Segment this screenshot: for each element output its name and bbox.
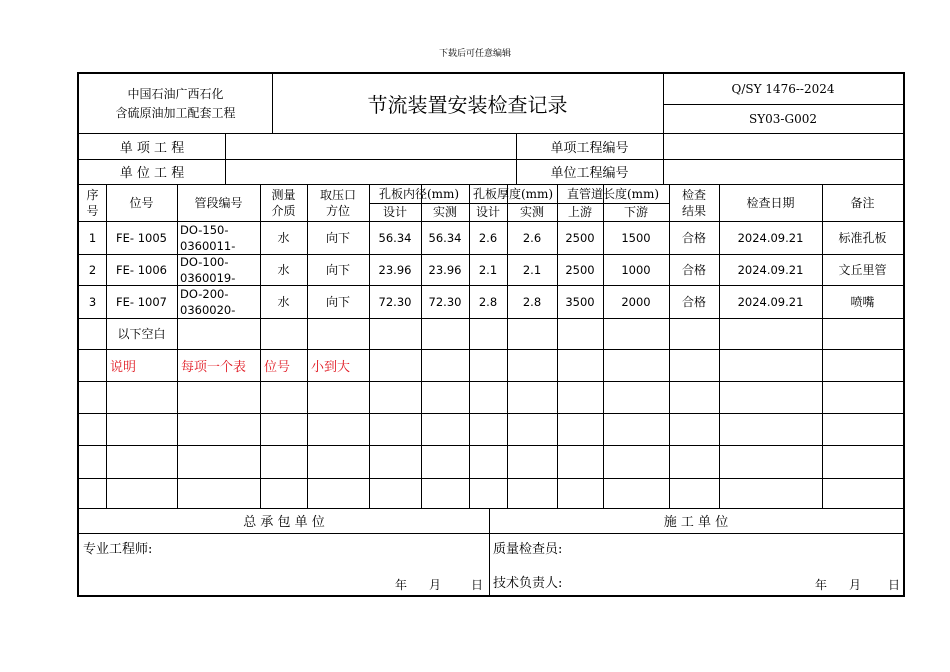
cell-tap: 向下 bbox=[325, 263, 350, 277]
col-position: 位号 bbox=[129, 195, 154, 210]
cell-seq: 1 bbox=[88, 230, 97, 245]
table-row-line bbox=[79, 318, 903, 319]
standard-code: Q/SY 1476--2024 bbox=[731, 82, 835, 96]
left-date-year: 年 bbox=[394, 577, 407, 592]
subheader-line bbox=[369, 203, 669, 204]
top-note: 下载后可任意编辑 bbox=[438, 49, 511, 59]
col-remark: 备注 bbox=[850, 195, 875, 210]
cell-down: 1500 bbox=[621, 230, 651, 245]
col-seq: 序 号 bbox=[86, 187, 99, 218]
cell-remark: 喷嘴 bbox=[850, 295, 875, 309]
form-title: 节流装置安装检查记录 bbox=[367, 93, 568, 117]
form-code: SY03-G002 bbox=[749, 111, 817, 126]
col-result: 检查 结果 bbox=[681, 187, 706, 218]
organization-line-2: 含硫原油加工配套工程 bbox=[115, 106, 236, 120]
col-upstream: 上游 bbox=[567, 205, 592, 219]
cell-thick-actual: 2.8 bbox=[522, 294, 542, 309]
engineer-signature-label: 专业工程师: bbox=[83, 542, 153, 557]
table-row-line bbox=[79, 381, 903, 382]
table-row-line bbox=[79, 445, 903, 446]
col-thickness-group: 孔板厚度(mm) bbox=[472, 186, 554, 201]
cell-bore-design: 56.34 bbox=[378, 230, 412, 245]
item-project-label: 单 项 工 程 bbox=[119, 140, 185, 156]
cell-position: FE- 1007 bbox=[116, 294, 167, 309]
cell-bore-design: 72.30 bbox=[378, 294, 412, 309]
col-pipe-no: 管段编号 bbox=[194, 195, 243, 210]
cell-pipe-no: DO-150- 0360011- bbox=[180, 222, 236, 253]
info-col-line bbox=[225, 133, 226, 184]
right-date-year: 年 bbox=[814, 577, 827, 592]
organization-block bbox=[79, 78, 272, 130]
col-date: 检查日期 bbox=[746, 195, 795, 210]
info-col-line bbox=[663, 133, 664, 184]
cell-position: FE- 1006 bbox=[116, 262, 167, 277]
cell-down: 1000 bbox=[621, 262, 651, 277]
cell-up: 3500 bbox=[565, 294, 595, 309]
general-contractor-title: 总 承 包 单 位 bbox=[243, 515, 325, 530]
cell-seq: 3 bbox=[88, 294, 97, 309]
cell-tap: 向下 bbox=[325, 231, 350, 245]
cell-pipe-no: DO-200- 0360020- bbox=[180, 286, 236, 317]
col-straight-pipe-group: 直管道长度(mm) bbox=[566, 186, 660, 201]
right-date-month: 月 bbox=[848, 577, 861, 592]
item-project-no-label: 单项工程编号 bbox=[550, 140, 629, 156]
cell-down: 2000 bbox=[621, 294, 651, 309]
construction-unit-title: 施 工 单 位 bbox=[663, 515, 729, 530]
cell-remark: 文丘里管 bbox=[838, 263, 887, 277]
instruction-note: 每项一个表 bbox=[181, 359, 247, 375]
instruction-note: 说明 bbox=[110, 359, 137, 375]
cell-bore-actual: 56.34 bbox=[428, 230, 462, 245]
inspection-record-form bbox=[77, 72, 905, 597]
cell-position: FE- 1005 bbox=[116, 230, 167, 245]
cell-thick-design: 2.6 bbox=[478, 230, 498, 245]
col-bore-design: 设计 bbox=[382, 205, 407, 219]
cell-result: 合格 bbox=[681, 231, 706, 245]
right-date-day: 日 bbox=[887, 577, 900, 592]
cell-result: 合格 bbox=[681, 295, 706, 309]
blank-below-note: 以下空白 bbox=[117, 327, 166, 341]
col-thickness-design: 设计 bbox=[475, 205, 500, 219]
cell-bore-design: 23.96 bbox=[378, 262, 412, 277]
technical-lead-label: 技术负责人: bbox=[493, 575, 563, 591]
cell-medium: 水 bbox=[277, 295, 290, 309]
cell-pipe-no: DO-100- 0360019- bbox=[180, 254, 236, 285]
unit-project-label: 单 位 工 程 bbox=[119, 166, 185, 181]
cell-bore-actual: 72.30 bbox=[428, 294, 462, 309]
cell-date: 2024.09.21 bbox=[737, 230, 804, 245]
col-bore-group: 孔板内径(mm) bbox=[378, 186, 460, 201]
cell-thick-actual: 2.6 bbox=[522, 230, 542, 245]
cell-date: 2024.09.21 bbox=[737, 262, 804, 277]
quality-inspector-label: 质量检查员: bbox=[493, 542, 563, 557]
cell-thick-design: 2.8 bbox=[478, 294, 498, 309]
left-date-month: 月 bbox=[428, 577, 441, 592]
unit-project-no-label: 单位工程编号 bbox=[550, 166, 629, 181]
cell-tap: 向下 bbox=[325, 295, 350, 309]
col-thickness-actual: 实测 bbox=[519, 205, 544, 219]
col-downstream: 下游 bbox=[623, 205, 648, 219]
cell-seq: 2 bbox=[88, 262, 97, 277]
cell-date: 2024.09.21 bbox=[737, 294, 804, 309]
cell-result: 合格 bbox=[681, 263, 706, 277]
cell-bore-actual: 23.96 bbox=[428, 262, 462, 277]
cell-medium: 水 bbox=[277, 231, 290, 245]
cell-up: 2500 bbox=[565, 262, 595, 277]
col-bore-actual: 实测 bbox=[432, 205, 457, 219]
instruction-note: 小到大 bbox=[311, 359, 351, 375]
cell-thick-actual: 2.1 bbox=[522, 262, 542, 277]
instruction-note: 位号 bbox=[264, 359, 291, 375]
cell-medium: 水 bbox=[277, 263, 290, 277]
organization-line-1: 中国石油广西石化 bbox=[127, 87, 224, 101]
cell-up: 2500 bbox=[565, 230, 595, 245]
col-medium: 测量 介质 bbox=[271, 187, 296, 218]
table-row-line bbox=[79, 413, 903, 414]
left-date-day: 日 bbox=[470, 577, 483, 592]
table-row-line bbox=[79, 478, 903, 479]
cell-remark: 标准孔板 bbox=[838, 231, 887, 245]
col-tap: 取压口 方位 bbox=[319, 187, 356, 218]
cell-thick-design: 2.1 bbox=[478, 262, 498, 277]
